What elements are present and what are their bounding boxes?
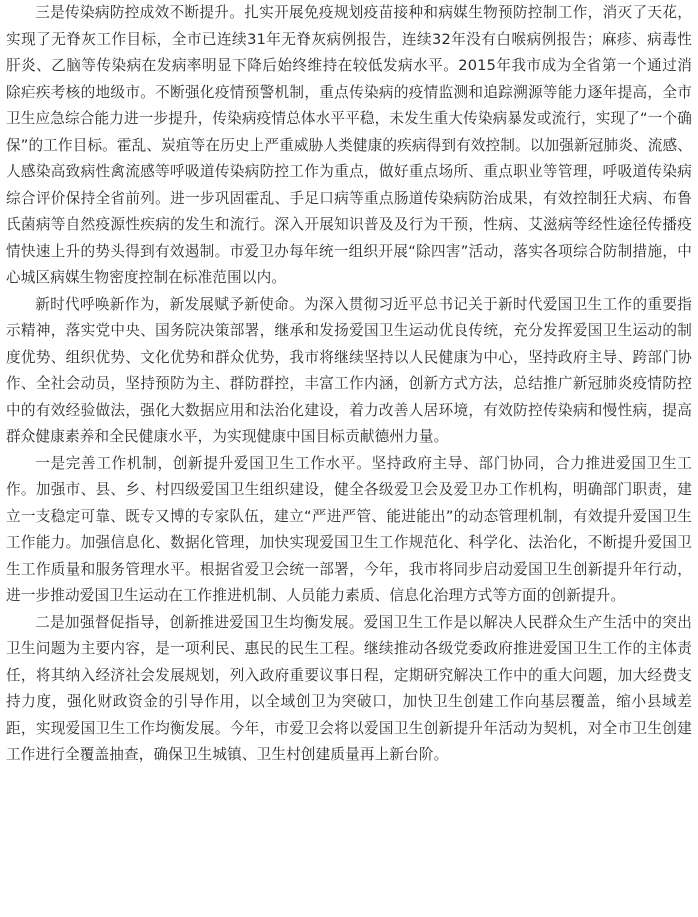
paragraph-disease-control: 三是传染病防控成效不断提升。扎实开展免疫规划疫苗接种和病媒生物预防控制工作，消灭了天花，实现了无脊灰工作目标，全市已连续31年无脊灰病例报告，连续32年没有白喉病例报告；麻疹、病毒性肝炎、乙脑等传染病在发病率明显下降后始终维持在较低发病水平。2015年我市成为全省第一个通过消除疟疾考核的地级市。不断强化疫情预警机制，重点传染病的疫情监测和追踪溯源等能力逐年提高，全市卫生应急综合能力进一步提升，传染病疫情总体水平平稳，未发生重大传染病暴发或流行，实现了“一个确保”的工作目标。霍乱、炭疽等在历史上严重威胁人类健康的疾病得到有效控制。以加强新冠肺炎、流感、人感染高致病性禽流感等呼吸道传染病防控工作为重点，做好重点场所、重点职业等管理，呼吸道传染病综合评价保持全省前列。进一步巩固霍乱、手足口病等重点肠道传染病防治成果，有效控制狂犬病、布鲁氏菌病等自然疫源性疾病的发生和流行。深入开展知识普及及行为干预，性病、艾滋病等经性途径传播疫情快速上升的势头得到有效遏制。市爱卫办每年统一组织开展“除四害”活动，落实各项综合防制措施，中心城区病媒生物密度控制在标准范围以内。 — [6, 4, 692, 286]
paragraph-new-era-mission: 新时代呼唤新作为，新发展赋予新使命。为深入贯彻习近平总书记关于新时代爱国卫生工作的重要指示精神，落实党中央、国务院决策部署，继承和发扬爱国卫生运动优良传统，充分发挥爱国卫生运动的制度优势、组织优势、文化优势和群众优势，我市将继续坚持以人民健康为中心，坚持政府主导、跨部门协作、全社会动员，坚持预防为主、群防群控，丰富工作内涵，创新方式方法，总结推广新冠肺炎疫情防控中的有效经验做法，强化大数据应用和法治化建设，着力改善人居环境，有效防控传染病和慢性病，提高群众健康素养和全民健康水平，为实现健康中国目标贡献德州力量。 — [6, 295, 692, 445]
paragraph-work-mechanism: 一是完善工作机制，创新提升爱国卫生工作水平。坚持政府主导、部门协同，合力推进爱国卫生工作。加强市、县、乡、村四级爱国卫生组织建设，健全各级爱卫会及爱卫办工作机构，明确部门职责，建立一支稳定可靠、既专又博的专家队伍，建立“严进严管、能进能出”的动态管理机制，有效提升爱国卫生工作能力。加强信息化、数据化管理，加快实现爱国卫生工作规范化、科学化、法治化，不断提升爱国卫生工作质量和服务管理水平。根据省爱卫会统一部署，今年，我市将同步启动爱国卫生创新提升年行动，进一步推动爱国卫生运动在工作推进机制、人员能力素质、信息化治理方式等方面的创新提升。 — [6, 454, 692, 604]
paragraph-supervision-guidance: 二是加强督促指导，创新推进爱国卫生均衡发展。爱国卫生工作是以解决人民群众生产生活中的突出卫生问题为主要内容，是一项利民、惠民的民生工程。继续推动各级党委政府推进爱国卫生工作的主体责任，将其纳入经济社会发展规划，列入政府重要议事日程，定期研究解决工作中的重大问题，加大经费支持力度，强化财政资金的引导作用，以全域创卫为突破口，加快卫生创建工作向基层覆盖，缩小县域差距，实现爱国卫生工作均衡发展。今年，市爱卫会将以爱国卫生创新提升年活动为契机，对全市卫生创建工作进行全覆盖抽查，确保卫生城镇、卫生村创建质量再上新台阶。 — [6, 613, 692, 763]
